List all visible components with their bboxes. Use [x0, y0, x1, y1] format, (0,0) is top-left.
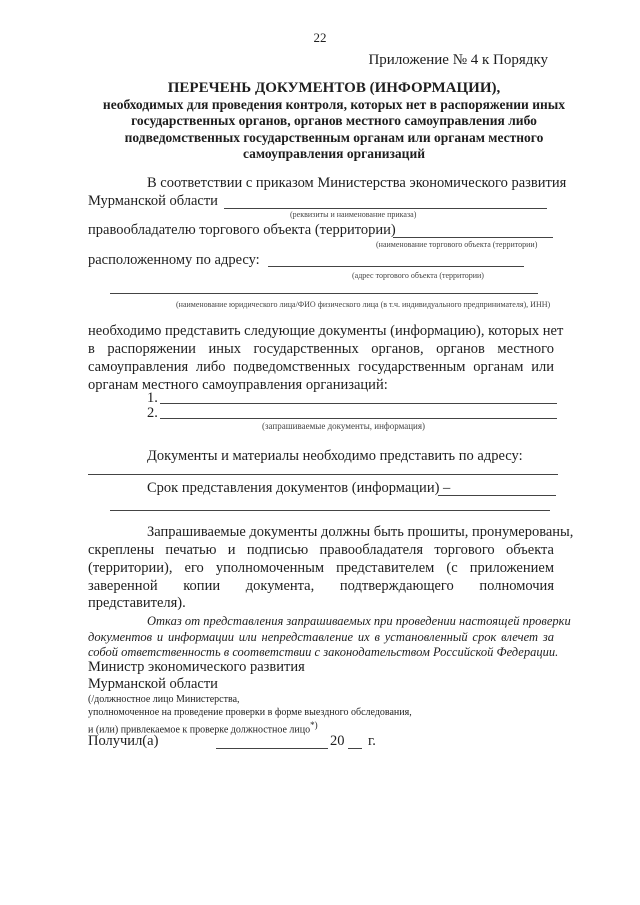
- doc-item-2-line: [160, 418, 557, 419]
- address-label: расположенному по адресу:: [88, 252, 260, 268]
- owner-caption: (наименование юридического лица/ФИО физического лица (в т.ч. индивидуального предпринимателя), ИНН): [176, 300, 551, 309]
- appendix-label: Приложение № 4 к Порядку: [368, 52, 548, 68]
- address-field-line: [268, 266, 524, 267]
- requirements-line-5: представителя).: [88, 595, 186, 611]
- doc-item-2-number: 2.: [147, 405, 158, 421]
- order-field-line: [224, 208, 547, 209]
- required-docs-line-2: в распоряжении иных государственных органов, органов местного: [88, 341, 554, 357]
- order-line-1: В соответствии с приказом Министерства экономического развития: [147, 175, 567, 191]
- received-year-line: [348, 748, 362, 749]
- requirements-line-3: (территории), его уполномоченным представителем (с приложением: [88, 560, 554, 576]
- submit-address-line: [88, 474, 558, 475]
- signatory-note-line-1: (/должностное лицо Министерства,: [88, 694, 240, 705]
- signatory-title-line-2: Мурманской области: [88, 676, 218, 692]
- required-docs-line-3: самоуправления либо подведомственных государственным органам или: [88, 359, 554, 375]
- refusal-line-2: документов и информации или непредставление их в установленный срок влечет за: [88, 630, 554, 644]
- required-docs-line-1: необходимо представить следующие документы (информацию), которых нет: [88, 323, 564, 339]
- submit-address-label: Документы и материалы необходимо представить по адресу:: [147, 448, 523, 464]
- received-label: Получил(а): [88, 733, 159, 749]
- object-caption: (наименование торгового объекта (территории): [376, 240, 538, 249]
- docs-caption: (запрашиваемые документы, информация): [262, 421, 426, 431]
- deadline-label: Срок представления документов (информации) –: [147, 480, 451, 496]
- order-line-2-label: Мурманской области: [88, 193, 218, 209]
- signatory-title-line-1: Министр экономического развития: [88, 659, 305, 675]
- doc-item-1-number: 1.: [147, 390, 158, 406]
- page-number: 22: [313, 30, 327, 45]
- refusal-line-3: собой ответственность в соответствии с законодательством Российской Федерации.: [88, 645, 559, 659]
- footnote-star: *): [310, 720, 318, 730]
- object-label: правообладателю торгового объекта (территории): [88, 222, 396, 238]
- received-g: г.: [368, 733, 376, 749]
- requirements-line-1: Запрашиваемые документы должны быть прошиты, пронумерованы,: [147, 524, 574, 540]
- signatory-note-line-2: уполномоченное на проведение проверки в форме выездного обследования,: [88, 707, 412, 718]
- deadline-extra-line: [110, 510, 550, 511]
- address-caption: (адрес торгового объекта (территории): [352, 271, 484, 280]
- received-year: 20: [330, 733, 345, 749]
- requirements-line-2: скреплены печатью и подписью правообладателя торгового объекта: [88, 542, 554, 558]
- object-field-line: [393, 237, 553, 238]
- signatory-note-text: и (или) привлекаемое к проверке должностное лицо: [88, 724, 311, 736]
- refusal-line-1: Отказ от представления запрашиваемых при проведении настоящей проверки: [147, 614, 571, 628]
- order-caption: (реквизиты и наименование приказа): [290, 210, 417, 219]
- document-title: [96, 80, 572, 163]
- deadline-line: [438, 495, 556, 496]
- required-docs-line-4: органам местного самоуправления организаций:: [88, 377, 388, 393]
- owner-field-line: [110, 293, 538, 294]
- requirements-line-4: заверенной копии документа, подтверждающего полномочия: [88, 578, 554, 594]
- doc-item-1-line: [160, 403, 557, 404]
- title-line-2: необходимых для проведения контроля, которых нет в распоряжении иных государственных органов, органов местного самоуправления либо подведомственных государственным органам или органам местного самоуправления организаций: [102, 96, 566, 161]
- received-date-line: [216, 748, 328, 749]
- title-line-1: ПЕРЕЧЕНЬ ДОКУМЕНТОВ (ИНФОРМАЦИИ),: [167, 80, 501, 96]
